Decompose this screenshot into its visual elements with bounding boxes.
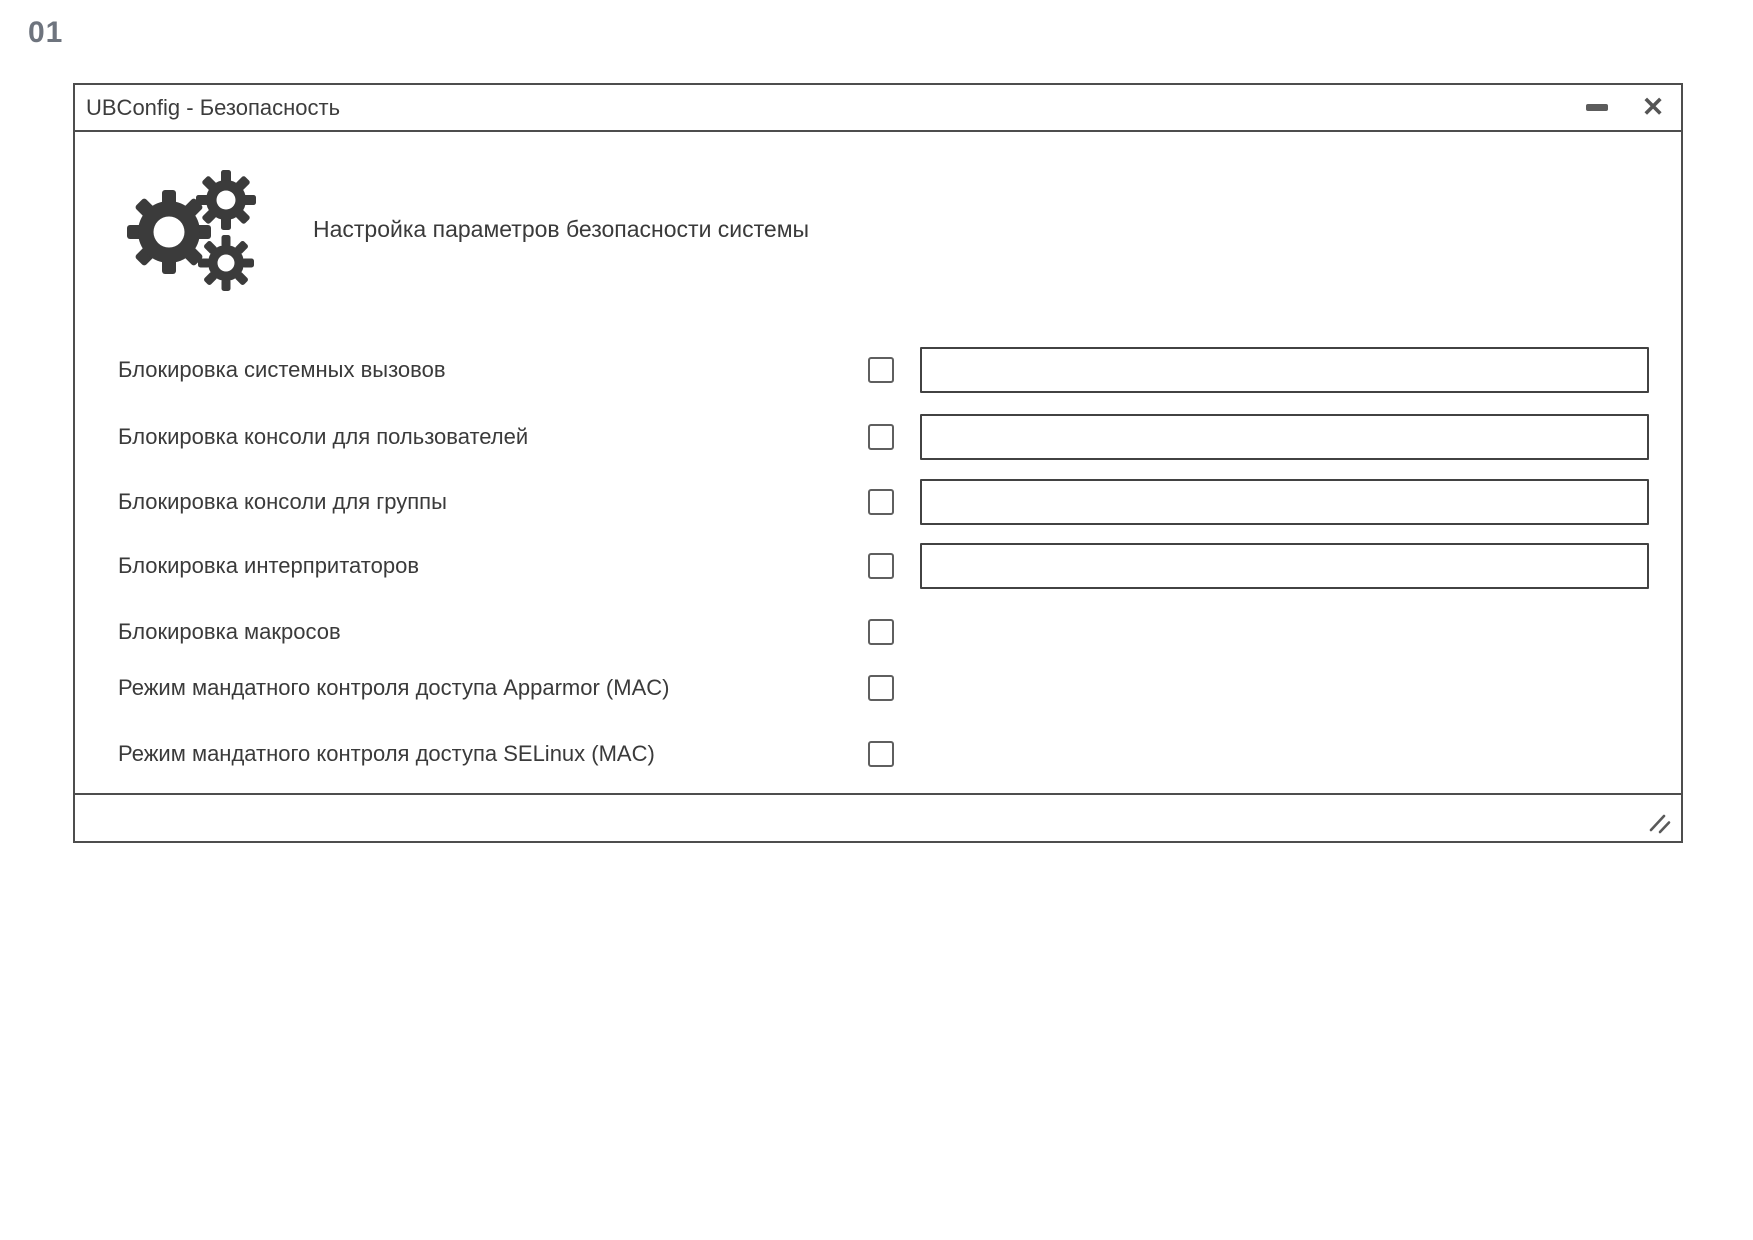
setting-input[interactable] bbox=[920, 543, 1649, 589]
setting-label: Блокировка макросов bbox=[118, 619, 341, 644]
setting-row-console-users bbox=[75, 414, 1681, 460]
setting-row-apparmor bbox=[75, 665, 1681, 711]
setting-label: Блокировка системных вызовов bbox=[118, 357, 446, 382]
status-bar bbox=[75, 793, 1681, 841]
setting-input[interactable] bbox=[920, 414, 1649, 460]
setting-row-macros bbox=[75, 609, 1681, 655]
close-icon: ✕ bbox=[1641, 92, 1665, 122]
resize-grip-icon[interactable] bbox=[1647, 814, 1671, 834]
setting-checkbox[interactable] bbox=[868, 357, 894, 383]
minimize-icon bbox=[1586, 104, 1608, 111]
setting-label: Блокировка интерпритаторов bbox=[118, 553, 420, 578]
setting-checkbox[interactable] bbox=[868, 741, 894, 767]
setting-label: Режим мандатного контроля доступа SELinux (MAC) bbox=[118, 741, 655, 766]
setting-row-syscalls bbox=[75, 347, 1681, 393]
window-title: UBConfig - Безопасность bbox=[86, 94, 341, 120]
setting-row-interpreters bbox=[75, 543, 1681, 589]
minimize-button[interactable] bbox=[1583, 93, 1611, 123]
slide-number: 01 bbox=[28, 16, 64, 49]
close-button[interactable] bbox=[1639, 93, 1667, 123]
setting-label: Режим мандатного контроля доступа Apparmor (MAC) bbox=[118, 675, 670, 700]
setting-input[interactable] bbox=[920, 347, 1649, 393]
setting-label: Блокировка консоли для пользователей bbox=[118, 424, 529, 449]
setting-checkbox[interactable] bbox=[868, 489, 894, 515]
window-titlebar[interactable] bbox=[75, 85, 1681, 132]
setting-checkbox[interactable] bbox=[868, 675, 894, 701]
ubconfig-security-window bbox=[73, 83, 1683, 843]
page-title: Настройка параметров безопасности системы bbox=[313, 216, 810, 242]
setting-row-console-group bbox=[75, 479, 1681, 525]
setting-label: Блокировка консоли для группы bbox=[118, 489, 447, 514]
setting-checkbox[interactable] bbox=[868, 619, 894, 645]
setting-row-selinux bbox=[75, 731, 1681, 777]
window-controls bbox=[1583, 93, 1667, 123]
setting-input[interactable] bbox=[920, 479, 1649, 525]
setting-checkbox[interactable] bbox=[868, 553, 894, 579]
gears-icon bbox=[125, 170, 257, 292]
setting-checkbox[interactable] bbox=[868, 424, 894, 450]
